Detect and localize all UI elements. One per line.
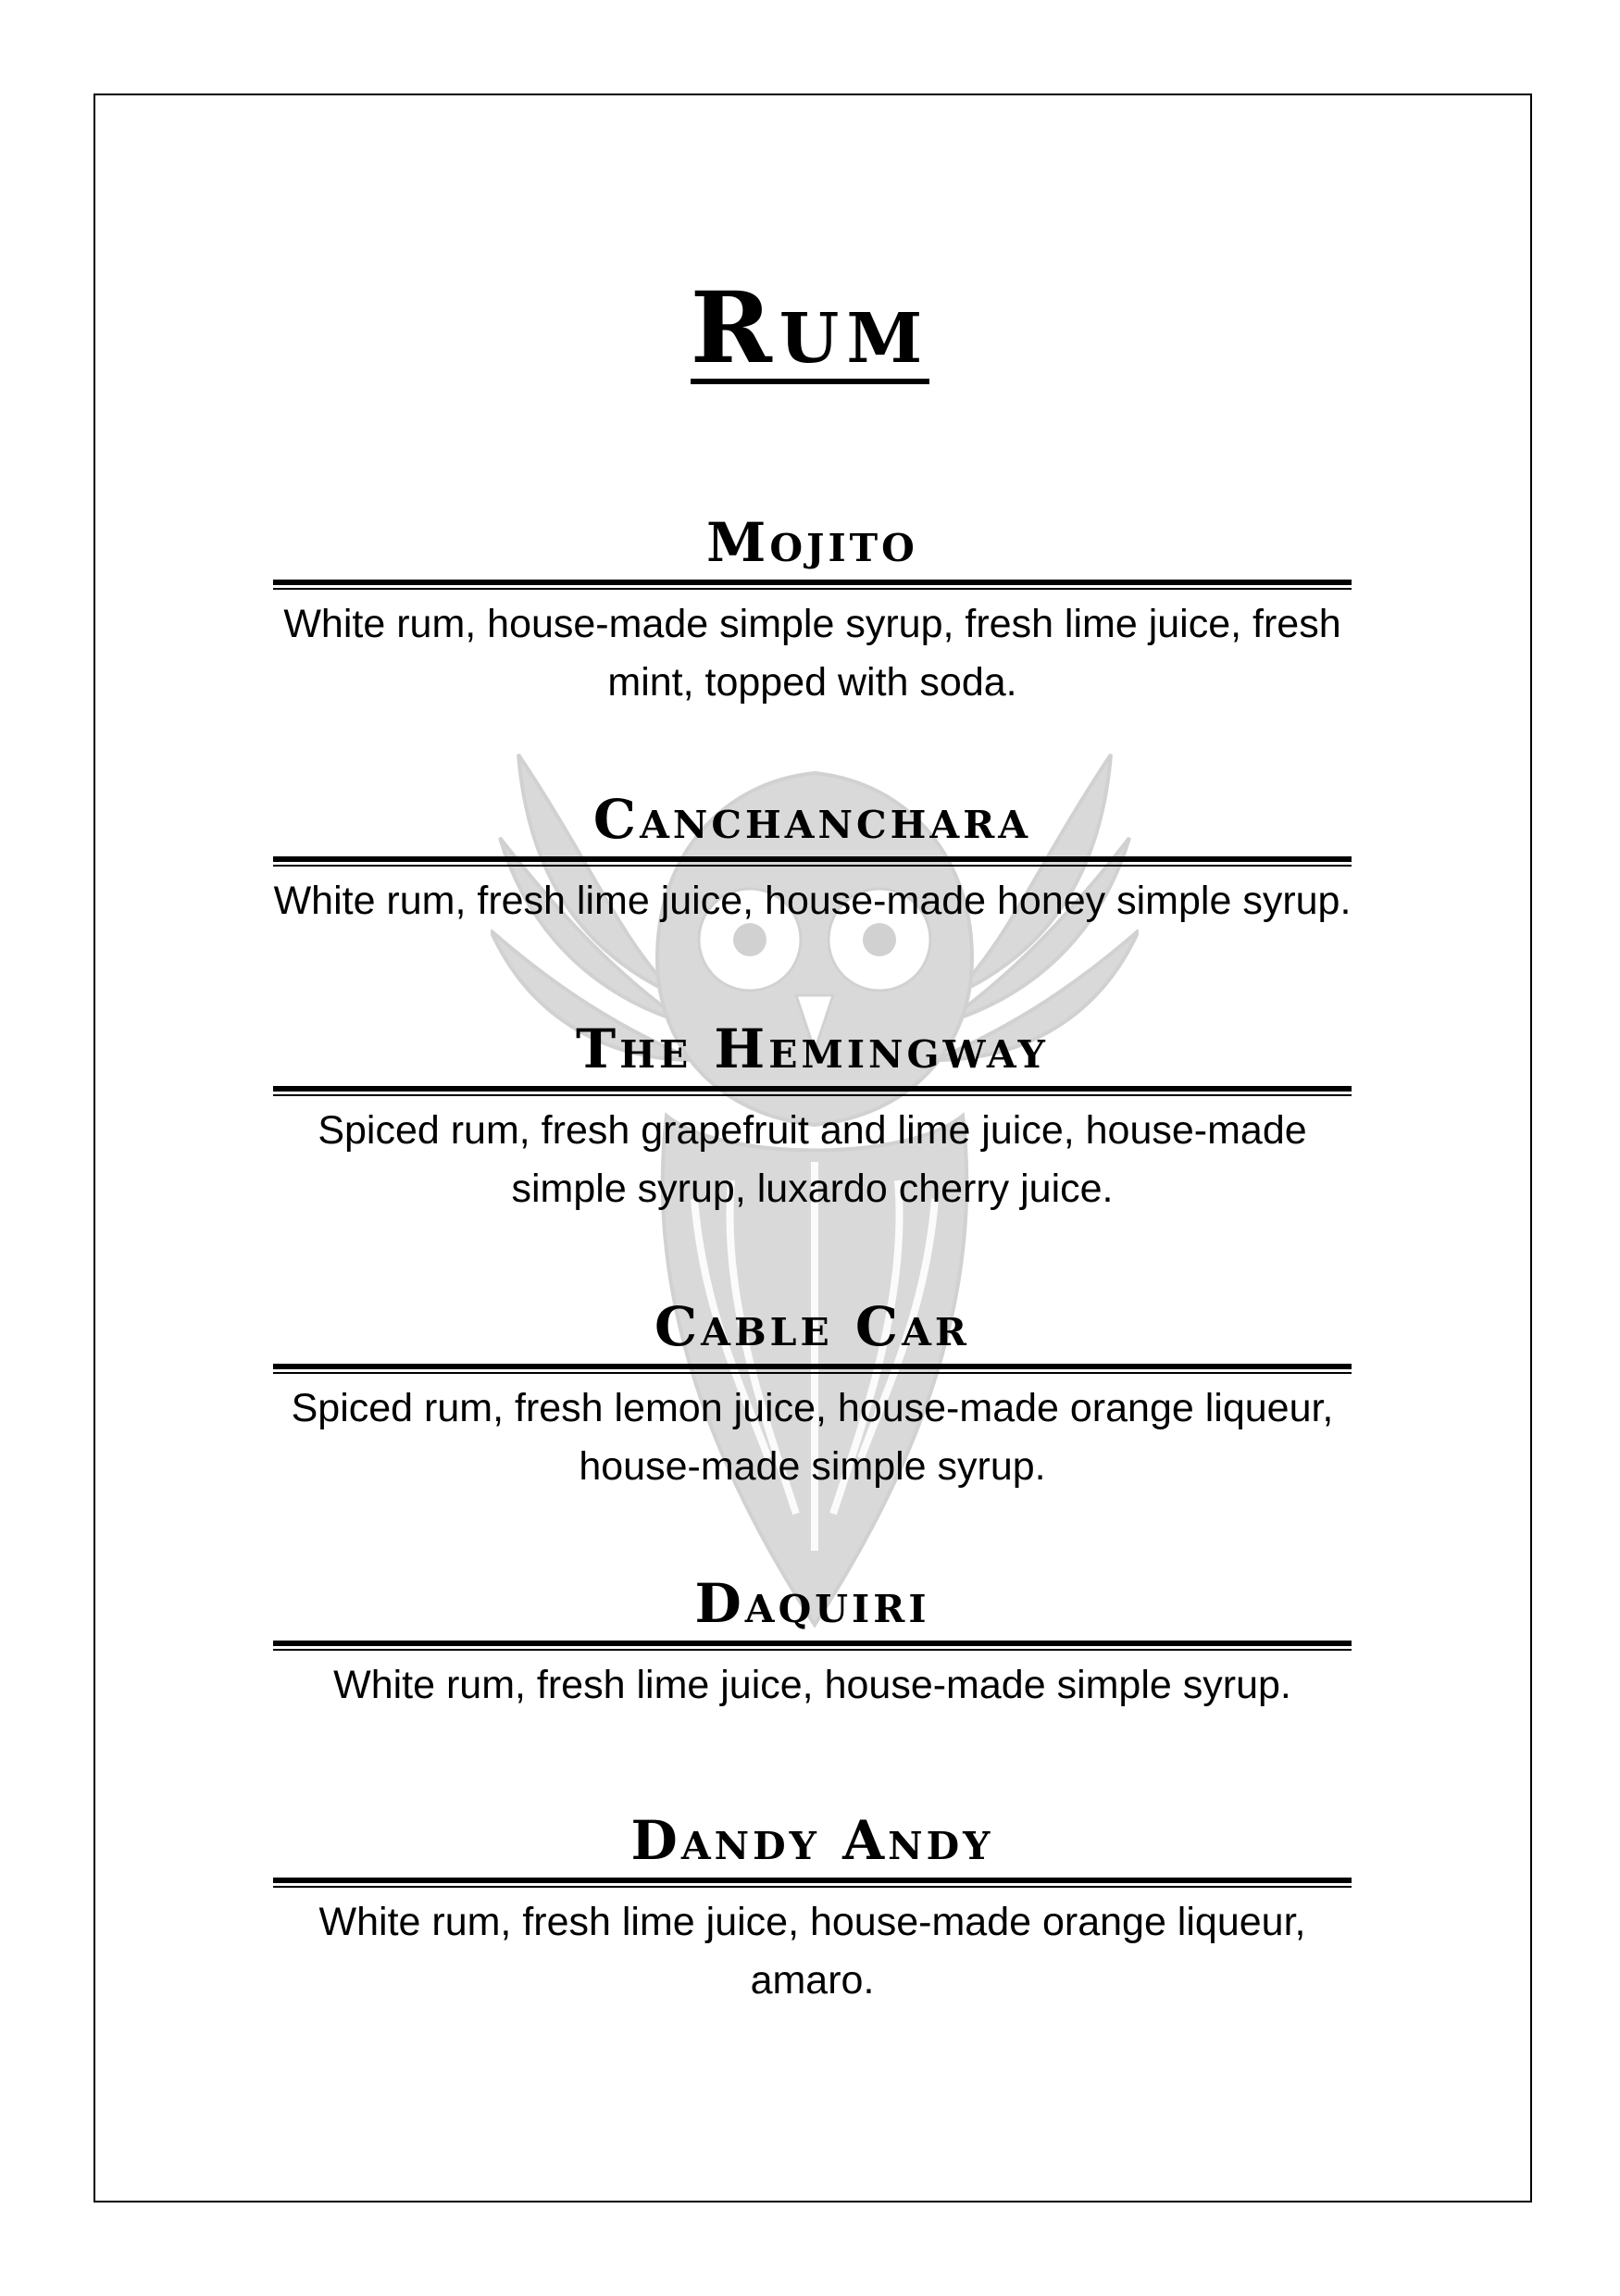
menu-item [273,788,1352,930]
menu-item-name: Dandy Andy [630,1809,994,1872]
menu-section-title: Rum [690,269,930,385]
menu-item-description: Spiced rum, fresh grapefruit and lime juice, house-made simple syrup, luxardo cherry juice. [318,1108,1307,1211]
menu-item-name: Canchanchara [592,788,1032,851]
menu-item-description: Spiced rum, fresh lemon juice, house-made orange liqueur, house-made simple syrup. [291,1386,1334,1489]
double-rule-divider [273,1364,1352,1374]
menu-item [273,1295,1352,1496]
menu-item-name: Cable Car [654,1295,970,1358]
double-rule-divider [273,1878,1352,1888]
menu-item-name: Daquiri [694,1572,930,1635]
menu-item-description: White rum, fresh lime juice, house-made orange liqueur, amaro. [318,1900,1306,2003]
double-rule-divider [273,856,1352,867]
double-rule-divider [273,1086,1352,1096]
menu-item-description: White rum, fresh lime juice, house-made honey simple syrup. [273,879,1352,923]
double-rule-divider [273,1641,1352,1651]
menu-item [273,1017,1352,1218]
menu-item-description: White rum, fresh lime juice, house-made simple syrup. [333,1663,1291,1707]
menu-item [273,511,1352,712]
menu-item-name: The Hemingway [576,1017,1049,1080]
menu-item-description: White rum, house-made simple syrup, fresh lime juice, fresh mint, topped with soda. [283,602,1341,705]
menu-item-name: Mojito [706,511,918,574]
menu-item [273,1809,1352,2010]
double-rule-divider [273,580,1352,590]
menu-item [273,1572,1352,1715]
